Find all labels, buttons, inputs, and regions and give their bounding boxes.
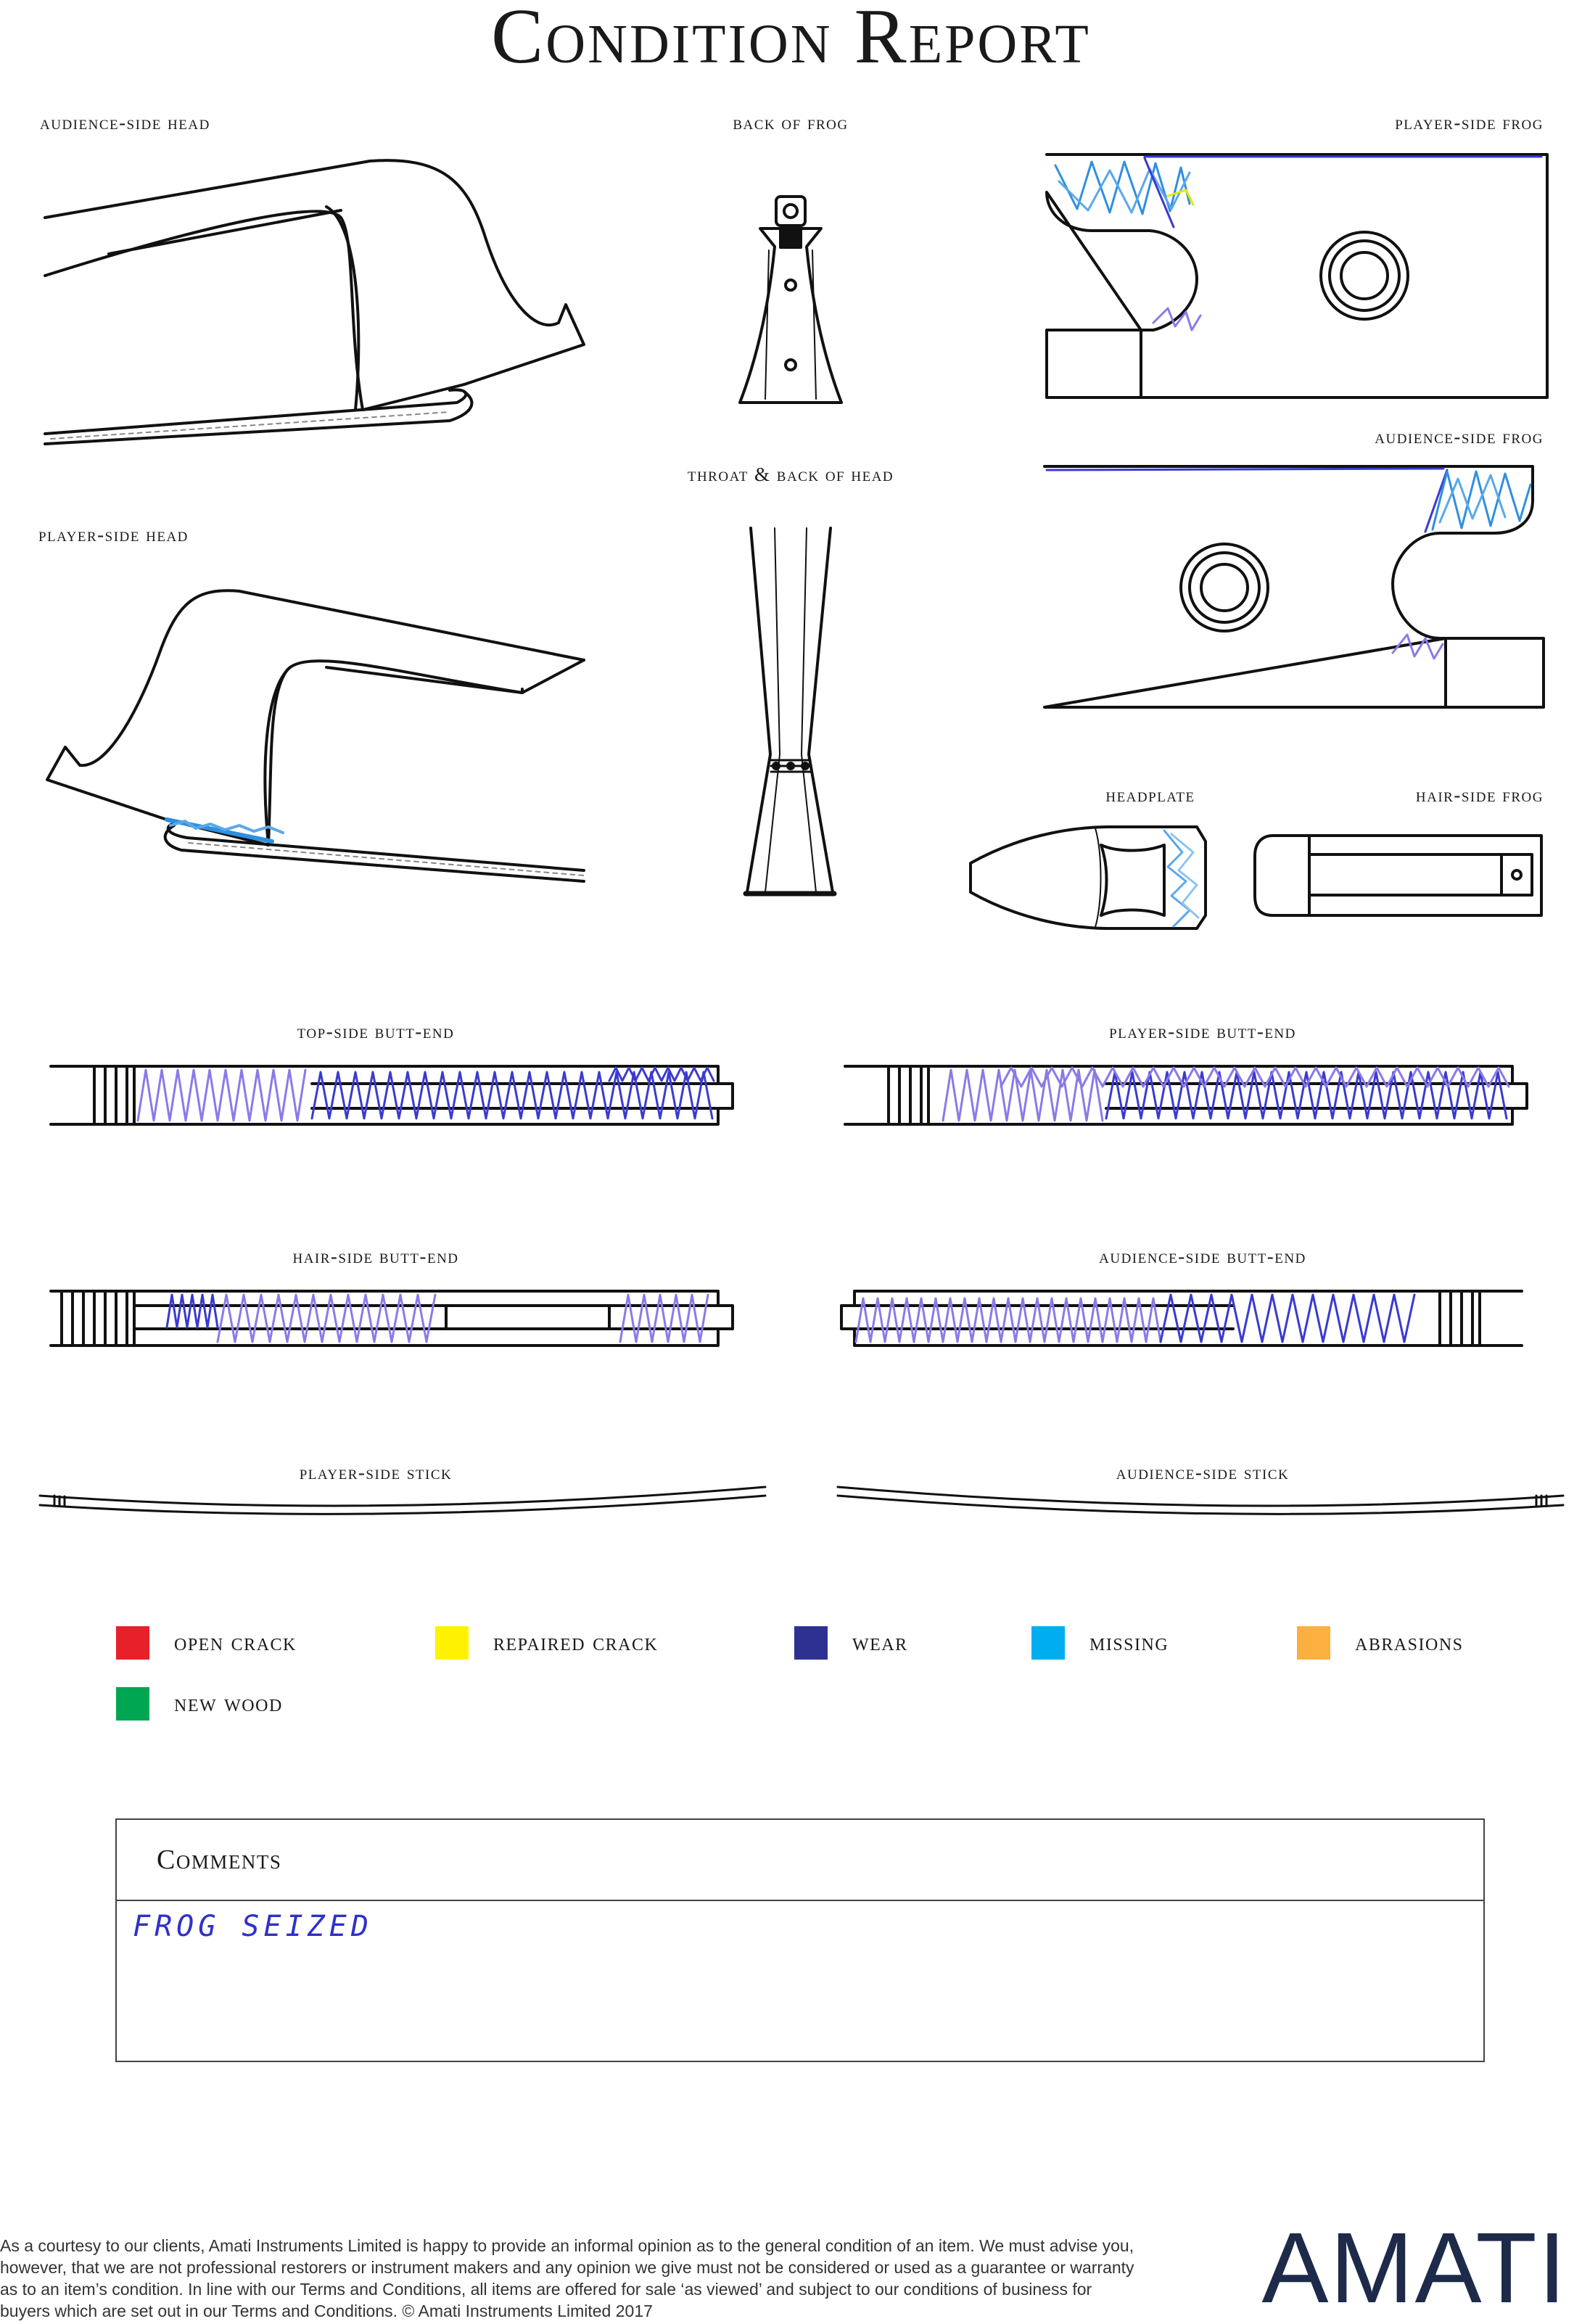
- headplate-drawing: [971, 827, 1206, 928]
- wear-zigzag: [167, 1295, 218, 1327]
- audience-side-stick-drawing: [838, 1487, 1563, 1514]
- legend-swatch-new-wood: [116, 1687, 149, 1721]
- wear-zigzag: [138, 1070, 305, 1121]
- legend-swatch-wear: [794, 1626, 828, 1660]
- comments-box: [115, 1818, 1485, 2062]
- comments-heading: Comments: [157, 1845, 282, 1875]
- player-side-head-drawing: [47, 590, 584, 881]
- label-hair-side-frog: hair-side frog: [1415, 784, 1544, 806]
- label-hair-side-butt-end: hair-side butt-end: [292, 1245, 459, 1267]
- legend-open-crack: [116, 1626, 297, 1660]
- legend-label-abrasions: abrasions: [1355, 1629, 1464, 1656]
- label-player-side-butt-end: player-side butt-end: [1109, 1021, 1296, 1042]
- wear-zigzag: [943, 1070, 1103, 1121]
- legend-swatch-abrasions: [1297, 1626, 1330, 1660]
- wear-zigzag: [312, 1072, 712, 1118]
- label-player-side-frog: player-side frog: [1395, 112, 1544, 133]
- page-title: Condition Report: [491, 0, 1091, 80]
- player-side-frog-drawing: [1047, 154, 1547, 397]
- legend-repaired-crack: [435, 1626, 658, 1660]
- label-audience-side-head: audience-side head: [40, 112, 210, 133]
- amati-logo: AMATI: [1261, 2212, 1567, 2324]
- comments-text[interactable]: FROG SEIZED: [133, 1910, 373, 1943]
- legend-label-open-crack: open crack: [174, 1629, 297, 1656]
- legend-swatch-open-crack: [116, 1626, 149, 1660]
- legend-label-wear: wear: [852, 1629, 908, 1656]
- wear-zigzag: [1161, 1295, 1414, 1342]
- label-player-side-head: player-side head: [38, 524, 189, 545]
- legend-label-missing: missing: [1089, 1629, 1169, 1656]
- label-player-side-stick: player-side stick: [299, 1462, 453, 1483]
- wear-zigzag: [609, 1068, 714, 1081]
- disclaimer-text: As a courtesy to our clients, Amati Instruments Limited is happy to provide an informal opinion as to the general condition of an item. We must advise you, however, that we are not professional restorers or instrument makers and any opinion we give must not be considered or used as a guarantee or warranty as to an item’s condition. In line with our Terms and Conditions, all items are offered for sale ‘as viewed’ and subject to our conditions of business for buyers which are set out in our Terms and Conditions. © Amati Instruments Limited 2017: [0, 2236, 1134, 2320]
- wear-zigzag: [620, 1295, 708, 1342]
- headplate-markup: [1164, 831, 1198, 926]
- label-top-side-butt-end: top-side butt-end: [297, 1021, 455, 1042]
- throat-back-of-head-drawing: [746, 528, 834, 894]
- legend-label-repaired-crack: repaired crack: [493, 1629, 659, 1656]
- label-back-of-frog: back of frog: [733, 112, 849, 133]
- legend-swatch-missing: [1031, 1626, 1065, 1660]
- wear-zigzag: [218, 1295, 435, 1342]
- hair-side-frog-drawing: [1255, 836, 1541, 915]
- legend-new-wood: [116, 1687, 283, 1721]
- label-audience-side-stick: audience-side stick: [1116, 1462, 1290, 1483]
- legend-label-new-wood: new wood: [174, 1690, 283, 1717]
- legend-abrasions: [1297, 1626, 1464, 1660]
- back-of-frog-drawing: [740, 197, 841, 403]
- label-throat-back-of-head: throat & back of head: [687, 463, 894, 485]
- label-headplate: headplate: [1105, 784, 1195, 806]
- label-audience-side-butt-end: audience-side butt-end: [1099, 1245, 1306, 1267]
- player-side-frog-markup: [1055, 157, 1541, 330]
- wear-zigzag: [1106, 1072, 1507, 1118]
- audience-side-frog-markup: [1047, 469, 1530, 659]
- legend-swatch-repaired-crack: [435, 1626, 469, 1660]
- legend-missing: [1031, 1626, 1169, 1660]
- label-audience-side-frog: audience-side frog: [1375, 426, 1544, 448]
- legend-wear: [794, 1626, 908, 1660]
- audience-side-head-drawing: [45, 160, 584, 444]
- player-side-stick-drawing: [40, 1487, 765, 1514]
- comments-header: [117, 1820, 1483, 1901]
